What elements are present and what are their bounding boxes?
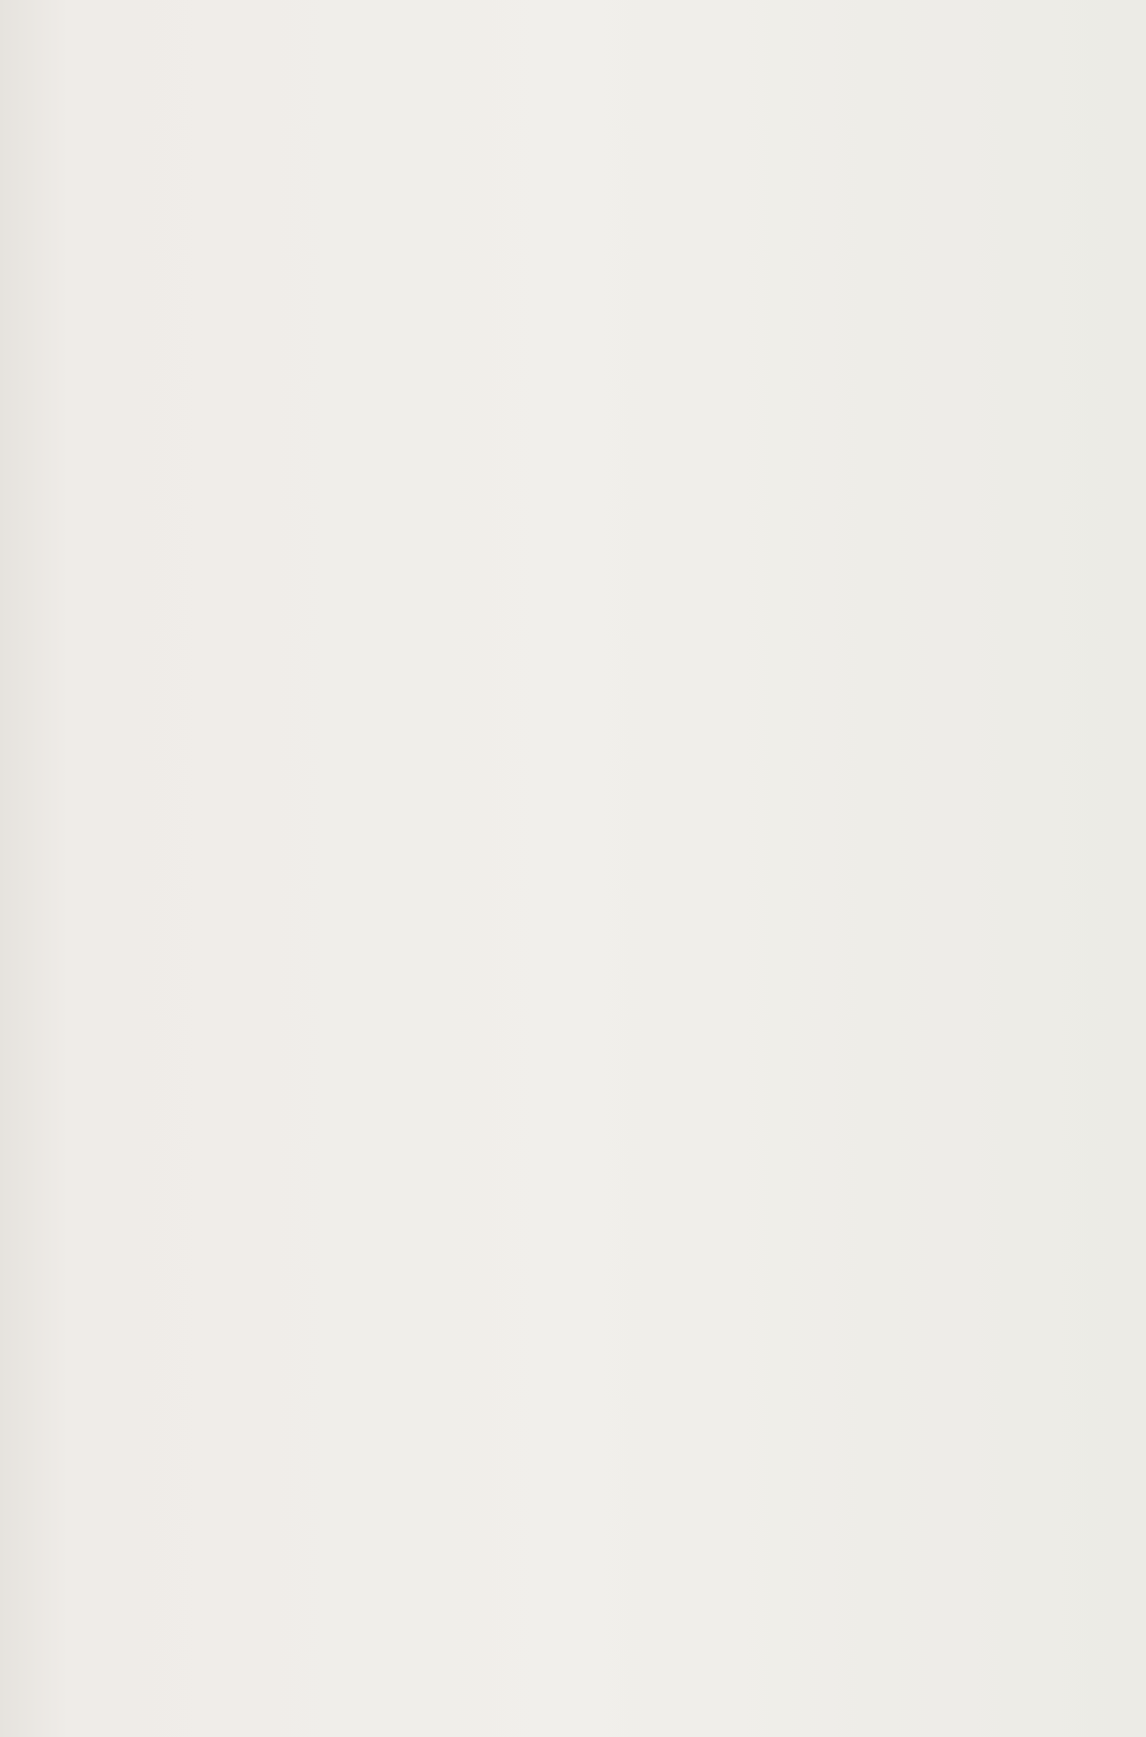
signature-row [139,33,1069,66]
signature-row [139,0,1069,33]
signature-block [139,0,1069,66]
